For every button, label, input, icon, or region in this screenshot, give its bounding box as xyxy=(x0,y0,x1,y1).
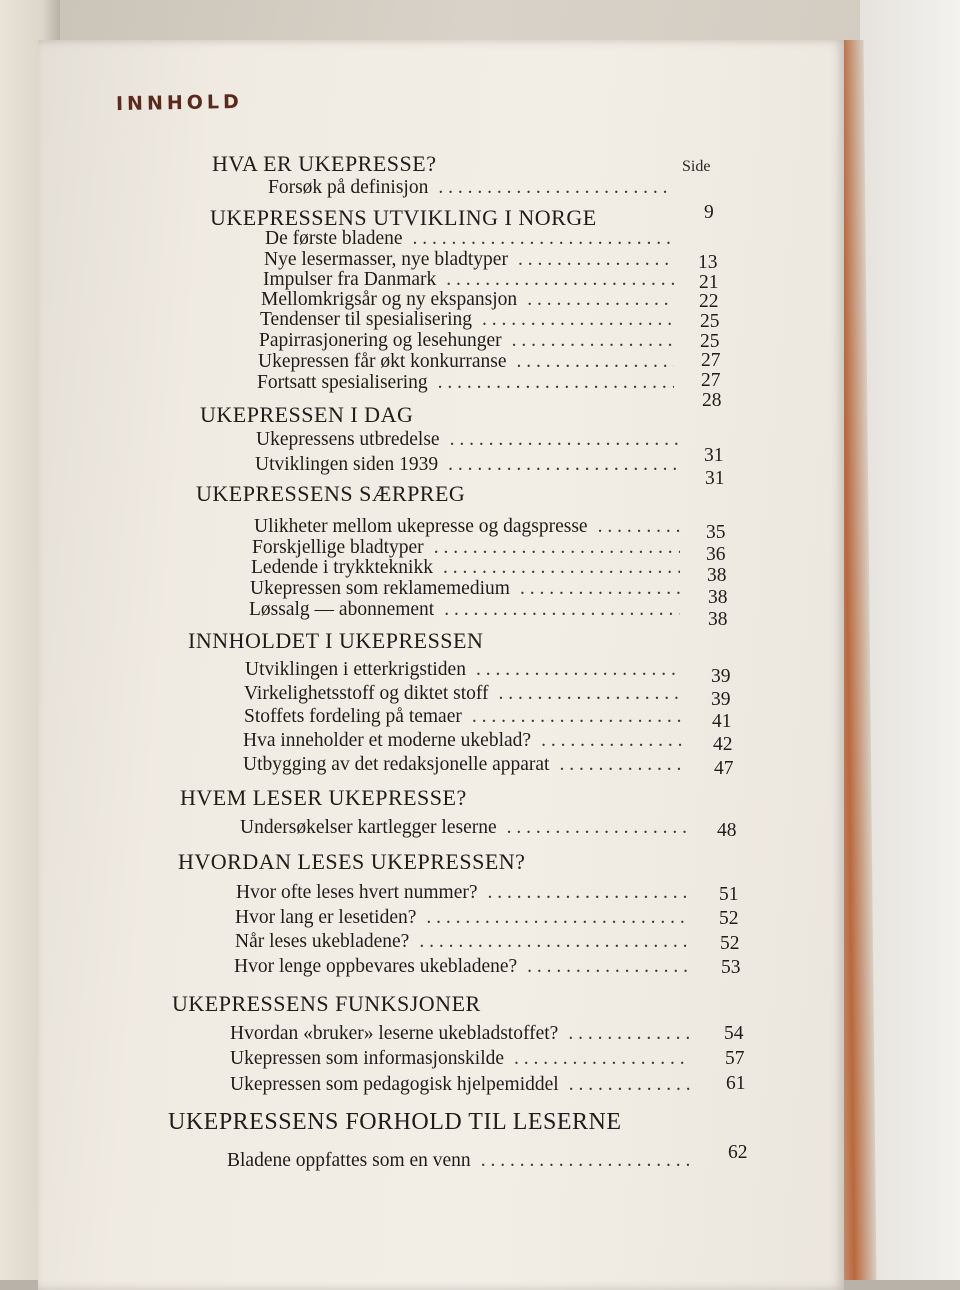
page-heading: INNHOLD xyxy=(115,90,243,116)
leader-dots xyxy=(514,1049,690,1069)
toc-entry xyxy=(230,1075,698,1095)
entry-text: Tendenser til spesialisering xyxy=(260,309,472,330)
page-number: 42 xyxy=(713,734,733,755)
page-number: 22 xyxy=(699,291,719,312)
leader-dots xyxy=(499,684,682,704)
leader-dots xyxy=(434,538,680,558)
leader-dots xyxy=(520,579,680,599)
section-title: UKEPRESSENS SÆRPREG xyxy=(196,481,466,506)
section-title: HVA ER UKEPRESSE? xyxy=(212,151,437,176)
leader-dots xyxy=(444,600,680,620)
entry-text: Ledende i trykkteknikk xyxy=(251,557,433,578)
entry-text: Løssalg — abonnement xyxy=(249,599,435,620)
page-number: 36 xyxy=(706,544,726,565)
leader-dots xyxy=(507,818,686,838)
entry-text: Hvor lenge oppbevares ukebladene? xyxy=(234,956,518,977)
section-title: HVEM LESER UKEPRESSE? xyxy=(180,785,467,810)
section-title: INNHOLDET I UKEPRESSEN xyxy=(188,628,484,653)
toc-entry xyxy=(257,373,680,393)
entry-text: Papirrasjonering og lesehunger xyxy=(259,330,502,351)
page-number: 61 xyxy=(726,1073,746,1094)
entry-text: De første bladene xyxy=(265,228,403,249)
section-title: HVORDAN LESES UKEPRESSEN? xyxy=(178,849,526,874)
leader-dots xyxy=(481,1151,695,1171)
leader-dots xyxy=(472,707,682,727)
toc-entry xyxy=(240,818,692,838)
section-title: UKEPRESSEN I DAG xyxy=(200,402,414,427)
section-title: UKEPRESSENS FUNKSJONER xyxy=(172,991,481,1016)
entry-text: Stoffets fordeling på temaer xyxy=(244,706,462,727)
page-number: 38 xyxy=(707,565,727,586)
leader-dots xyxy=(559,755,683,775)
leader-dots xyxy=(541,731,683,751)
entry-text: Ulikheter mellom ukepresse og dagspresse xyxy=(254,516,588,537)
page-number: 38 xyxy=(708,587,728,608)
leader-dots xyxy=(512,331,674,351)
entry-text: Hva inneholder et moderne ukeblad? xyxy=(243,730,532,751)
entry-text: Nye lesermasser, nye bladtyper xyxy=(264,249,508,270)
leader-dots xyxy=(518,250,674,270)
page-number: 48 xyxy=(717,820,737,841)
leader-dots xyxy=(438,178,670,198)
leader-dots xyxy=(426,908,688,928)
page-number: 38 xyxy=(708,609,728,630)
leader-dots xyxy=(413,229,674,249)
toc-entry xyxy=(263,270,680,290)
toc-entry xyxy=(251,558,686,578)
page-number: 27 xyxy=(701,370,721,391)
entry-text: Mellomkrigsår og ny ekspansjon xyxy=(261,289,518,310)
leader-dots xyxy=(419,932,688,952)
toc-entry xyxy=(254,517,686,537)
leader-dots xyxy=(517,352,674,372)
toc-entry xyxy=(256,430,684,450)
page-number: 57 xyxy=(725,1048,745,1069)
page-number: 27 xyxy=(701,350,721,371)
page-number: 25 xyxy=(700,331,720,352)
toc-entry xyxy=(243,755,689,775)
leader-dots xyxy=(446,270,674,290)
leader-dots xyxy=(482,310,674,330)
entry-text: Ukepressen som informasjonskilde xyxy=(230,1048,505,1069)
leader-dots xyxy=(527,957,688,977)
toc-entry xyxy=(234,957,694,977)
toc-entry xyxy=(268,178,676,198)
toc-entry xyxy=(245,660,688,680)
toc-entry xyxy=(258,352,680,372)
entry-text: Utviklingen i etterkrigstiden xyxy=(245,659,466,680)
entry-text: Hvor lang er lesetiden? xyxy=(235,907,417,928)
entry-text: Ukepressen får økt konkurranse xyxy=(258,351,507,372)
toc-entry xyxy=(264,250,680,270)
leader-dots xyxy=(450,430,678,450)
toc-entry xyxy=(235,932,694,952)
page-number: 52 xyxy=(720,933,740,954)
leader-dots xyxy=(598,517,680,537)
entry-text: Utbygging av det redaksjonelle apparat xyxy=(243,754,550,775)
page-number: 54 xyxy=(724,1023,744,1044)
leader-dots xyxy=(488,883,688,903)
page-number: 25 xyxy=(700,311,720,332)
toc-entry xyxy=(230,1024,696,1044)
page-number: 39 xyxy=(711,666,731,687)
toc-entry xyxy=(236,883,694,903)
entry-text: Når leses ukebladene? xyxy=(235,931,410,952)
entry-text: Fortsatt spesialisering xyxy=(257,372,428,393)
toc-entry xyxy=(244,684,688,704)
toc-entry xyxy=(255,455,684,475)
toc-entry xyxy=(261,290,680,310)
leader-dots xyxy=(527,290,674,310)
entry-text: Bladene oppfattes som en venn xyxy=(227,1150,471,1171)
page-number: 62 xyxy=(728,1142,748,1163)
toc-entry xyxy=(230,1049,696,1069)
page-number: 31 xyxy=(705,468,725,489)
page-number: 13 xyxy=(698,252,718,273)
entry-text: Virkelighetsstoff og diktet stoff xyxy=(244,683,489,704)
page-number: 28 xyxy=(702,390,722,411)
entry-text: Utviklingen siden 1939 xyxy=(255,454,439,475)
toc-entry xyxy=(260,310,680,330)
section-title: UKEPRESSENS FORHOLD TIL LESERNE xyxy=(168,1109,622,1135)
leader-dots xyxy=(569,1075,692,1095)
page-number: 31 xyxy=(704,445,724,466)
leader-dots xyxy=(448,455,678,475)
toc-entry xyxy=(259,331,680,351)
page-number: 9 xyxy=(704,202,714,223)
entry-text: Hvor ofte leses hvert nummer? xyxy=(236,882,478,903)
page-number: 35 xyxy=(706,522,726,543)
page-number: 53 xyxy=(721,957,741,978)
entry-text: Ukepressen som reklamemedium xyxy=(250,578,510,599)
leader-dots xyxy=(568,1024,690,1044)
toc-entry xyxy=(243,731,689,751)
toc-entry xyxy=(227,1151,701,1171)
toc-entry xyxy=(235,908,694,928)
leader-dots xyxy=(443,558,680,578)
entry-text: Ukepressens utbredelse xyxy=(256,429,440,450)
page-number: 39 xyxy=(711,689,731,710)
page-number: 51 xyxy=(719,884,739,905)
toc-entry xyxy=(244,707,688,727)
leader-dots xyxy=(476,660,682,680)
leader-dots xyxy=(438,373,674,393)
toc-entry xyxy=(265,229,680,249)
page-number: 52 xyxy=(719,908,739,929)
toc-entry xyxy=(249,600,686,620)
entry-text: Ukepressen som pedagogisk hjelpemiddel xyxy=(230,1074,559,1095)
side-label: Side xyxy=(682,158,711,175)
toc-entry xyxy=(250,579,686,599)
page-number: 47 xyxy=(714,758,734,779)
entry-text: Undersøkelser kartlegger leserne xyxy=(240,817,497,838)
toc-entry xyxy=(252,538,686,558)
page-number: 41 xyxy=(712,711,732,732)
page-number: 21 xyxy=(699,272,719,293)
entry-text: Impulser fra Danmark xyxy=(263,269,437,290)
entry-text: Hvordan «bruker» leserne ukebladstoffet? xyxy=(230,1023,559,1044)
entry-text: Forsøk på definisjon xyxy=(268,177,429,198)
section-title: UKEPRESSENS UTVIKLING I NORGE xyxy=(210,205,597,230)
entry-text: Forskjellige bladtyper xyxy=(252,537,424,558)
